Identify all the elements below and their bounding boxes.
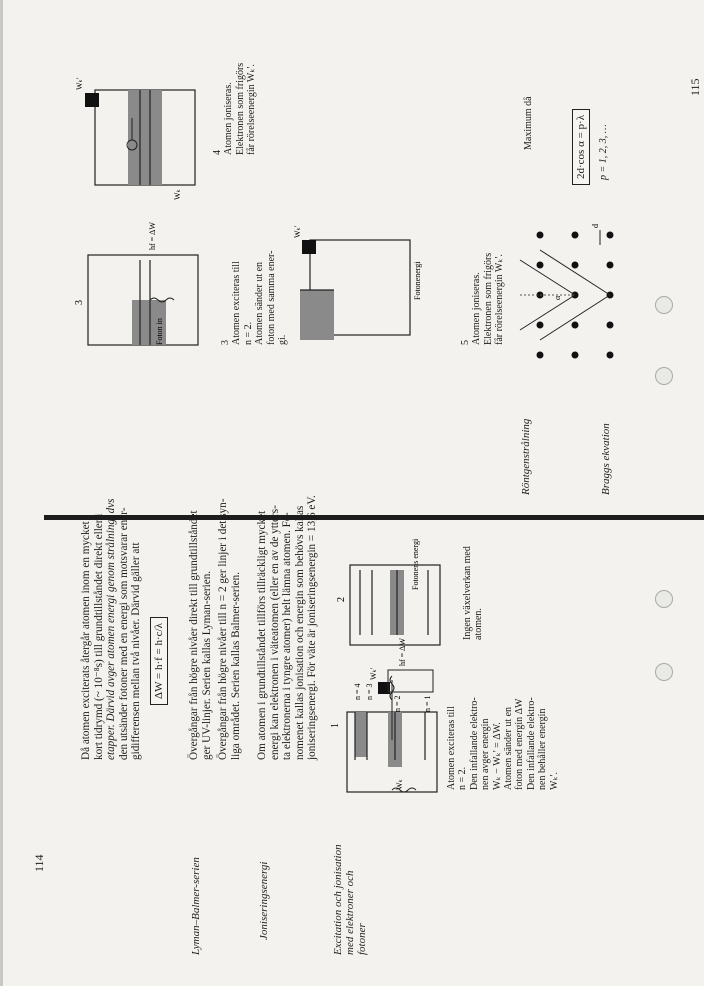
label-n4: n = 4 — [353, 683, 362, 700]
heading-bragg: Braggs ekvation — [600, 423, 612, 495]
label-photon-in: Foton in — [155, 318, 164, 345]
label-wk: Wₖ — [395, 779, 404, 790]
bullets-diagram-3: 3 Atomen exciteras till n = 2. Atomen sänder ut en foton med samma ener- gi. — [220, 250, 289, 345]
bullets-diagram-4: 4 Atomen joniseras. Elektronen som frigörs får rörelseenergin Wₖ'. — [212, 62, 258, 155]
bragg-formula: 2d·cos α = p·λ — [572, 109, 590, 185]
diagram-1-number: 1 — [330, 723, 341, 728]
lattice-atom — [537, 322, 544, 329]
heading-excitation: Excitation och jonisation med elektroner och fotoner — [332, 844, 368, 955]
reflected-ray-2 — [540, 250, 610, 295]
formula-energy: ΔW = h·f = h·c/λ — [150, 617, 168, 705]
page-number-left: 114 — [32, 854, 46, 872]
label-n3: n = 3 — [365, 683, 374, 700]
lattice-atom — [607, 232, 614, 239]
lattice-atom — [572, 232, 579, 239]
incident-ray-1 — [520, 295, 575, 330]
label-photon-energy-5: Fotonenergi — [413, 261, 422, 300]
label-hf-3: hf = ΔW — [148, 222, 157, 250]
diagram-3-number: 3 — [74, 300, 85, 305]
heading-lyman-balmer: Lyman–Balmer-serien — [190, 857, 202, 955]
heading-x-ray: Röntgenstrålning — [520, 418, 532, 495]
punch-hole — [655, 367, 673, 385]
label-n2: n = 2 — [393, 695, 402, 712]
intro-paragraph: Då atomen exciterats återgår atomen inom en mycket kort tidrymd (~ 10⁻⁸s) till grundtillståndet direkt eller i etapper. Därvid avger atomen energi genom strålning, dvs den utsänder fotoner med en energi som motsvarar ener- gidifferensen mellan två nivåer. Därvid gäller att — [80, 498, 143, 760]
label-photon-energy: Fotonens energi — [411, 538, 420, 590]
label-hf-1: hf = ΔW — [398, 638, 407, 666]
bullets-diagram-5: 5 Atomen joniseras. Elektronen som frigörs får rörelseenergin Wₖ'. — [460, 252, 506, 345]
lattice-atom — [607, 262, 614, 269]
lattice-atom — [537, 352, 544, 359]
lattice-atom — [572, 262, 579, 269]
lattice-atom — [572, 322, 579, 329]
punch-hole — [655, 663, 673, 681]
heading-ionization-energy: Joniseringsenergi — [258, 861, 270, 940]
lattice-atom — [607, 322, 614, 329]
ionization-paragraph: Om atomen i grundtillståndet tillförs tillräckligt mycket energi kan elektronen i väteatomen (eller en av de ytters- ta elektronerna i tyngre atomer) helt lämna atomen. Fe- nomenet kallas jonisation och energin som behövs kallas joniseringsenergi. För väte är joniseringsenergin = 13,6 eV. — [256, 495, 319, 760]
page-number-right: 115 — [688, 78, 702, 96]
diagram-2-number: 2 — [336, 597, 347, 602]
label-wk-prime-1: Wₖ' — [369, 667, 378, 680]
bragg-maximum-label: Maximum då — [523, 96, 534, 150]
bragg-p-values: p = 1, 2, 3, … — [598, 124, 609, 180]
lattice-atom — [537, 262, 544, 269]
incident-ray-2 — [540, 295, 610, 340]
bullets-diagram-2: Ingen växelverkan med atomen. — [462, 546, 485, 640]
reflected-ray-1 — [520, 260, 575, 295]
label-d: d — [591, 224, 600, 228]
lattice-atom — [607, 352, 614, 359]
label-wk-prime-5: Wₖ' — [293, 225, 302, 238]
lyman-paragraph: Övergångar från högre nivåer direkt till grundtillståndet ger UV-linjer. Serien kallas Lyman-serien. Övergångar från högre nivåer till n = 2 ger linjer i det syn- liga området. Serien kallas Balmer-serien. — [188, 498, 242, 760]
label-n1: n = 1 — [423, 695, 432, 712]
label-alpha: α — [553, 295, 562, 300]
punch-hole — [655, 296, 673, 314]
punch-hole — [655, 590, 673, 608]
lattice-atom — [537, 232, 544, 239]
label-wk-4: Wₖ — [173, 189, 182, 200]
lattice-atom — [572, 352, 579, 359]
label-wk-prime-4: Wₖ' — [75, 77, 84, 90]
bullets-diagram-1: Atomen exciteras till n = 2. Den infallande elektro- nen avger energin Wₖ − Wₖ' = ΔW. Atomen sänder ut en foton med energin ΔW Den infallande elektro- nen behåller energin Wₖ'. — [446, 697, 560, 790]
